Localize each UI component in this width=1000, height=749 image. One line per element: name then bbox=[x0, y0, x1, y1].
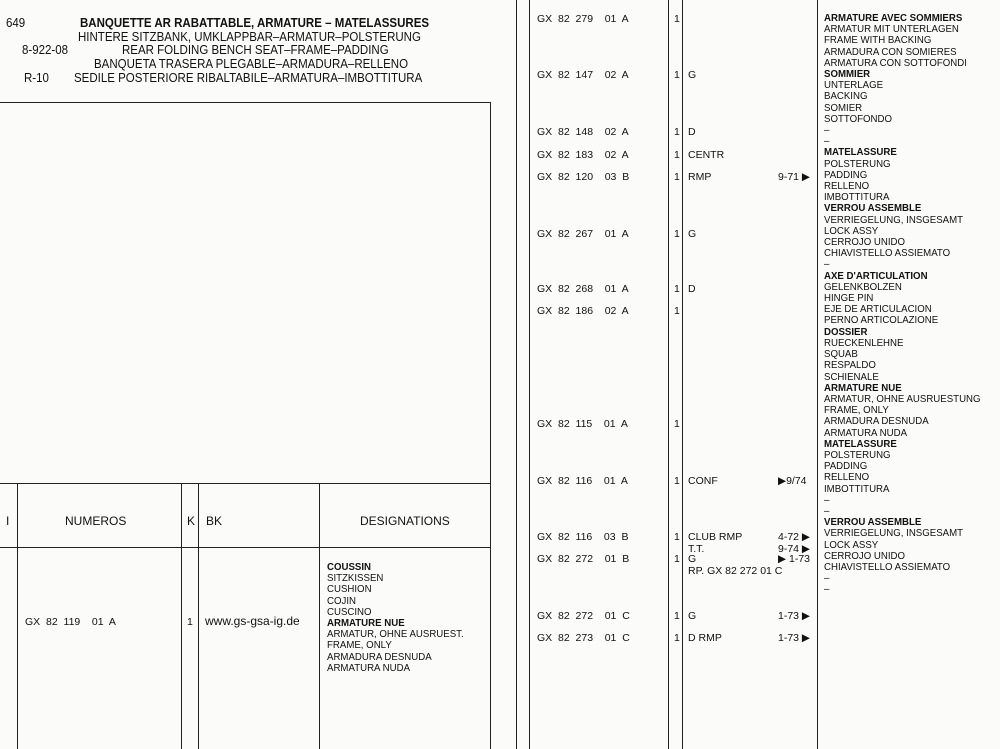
right-designation-line: RELLENO bbox=[824, 180, 870, 193]
right-part-date: 1-73 ▶ bbox=[778, 610, 811, 622]
left-designation-line: ARMATURA NUDA bbox=[327, 661, 411, 674]
right-designation-line: SOTTOFONDO bbox=[824, 112, 892, 125]
right-part-bk: G bbox=[688, 69, 697, 81]
right-part-qty: 1 bbox=[674, 418, 680, 430]
left-designation-line: CUSCINO bbox=[327, 605, 372, 618]
right-designation-line: SOMIER bbox=[824, 101, 863, 114]
right-designation-line: ARMATURE AVEC SOMMIERS bbox=[824, 12, 963, 24]
right-designation-line: RUECKENLEHNE bbox=[824, 336, 904, 349]
right-part-number: GX 82 116 03 B bbox=[537, 531, 629, 543]
right-designation-line: – bbox=[824, 493, 830, 506]
right-part-bk: CENTR bbox=[688, 149, 725, 161]
left-designation-line: FRAME, ONLY bbox=[327, 639, 392, 652]
col-divider-i bbox=[17, 483, 18, 749]
right-designation-line: CERROJO UNIDO bbox=[824, 549, 906, 562]
right-part-qty: 1 bbox=[674, 632, 680, 644]
right-designation-line: EJE DE ARTICULACION bbox=[824, 303, 932, 316]
right-designation-line: FRAME WITH BACKING bbox=[824, 34, 932, 47]
right-designation-line: PERNO ARTICOLAZIONE bbox=[824, 314, 939, 327]
right-designation-line: CERROJO UNIDO bbox=[824, 236, 906, 249]
col-divider-k bbox=[198, 483, 199, 749]
catalog-code: 8-922-08 bbox=[22, 43, 69, 57]
right-part-number: GX 82 267 01 A bbox=[537, 228, 629, 240]
col-divider-numeros bbox=[181, 483, 182, 749]
table-header-top-border bbox=[0, 483, 491, 484]
right-designation-line: SCHIENALE bbox=[824, 370, 879, 383]
col-divider-bk-right bbox=[817, 0, 818, 749]
right-designation-line: ARMADURA DESNUDA bbox=[824, 415, 929, 428]
right-designation-line: – bbox=[824, 135, 830, 148]
right-designation-line: PADDING bbox=[824, 168, 868, 181]
right-designation-line: GELENKBOLZEN bbox=[824, 280, 902, 293]
left-designation-line: ARMATURE NUE bbox=[327, 617, 405, 630]
col-divider-qty-right bbox=[682, 0, 683, 749]
right-part-number: GX 82 273 01 C bbox=[537, 632, 630, 644]
right-part-number: GX 82 186 02 A bbox=[537, 305, 629, 317]
right-part-bk: T.T. bbox=[688, 543, 705, 555]
right-designation-line: CHIAVISTELLO ASSIEMATO bbox=[824, 247, 951, 260]
right-part-date: 4-72 ▶ bbox=[778, 531, 811, 543]
right-part-qty: 1 bbox=[674, 69, 680, 81]
left-designation-line: COJIN bbox=[327, 594, 356, 607]
part-qty: 1 bbox=[187, 616, 193, 628]
right-part-qty: 1 bbox=[674, 531, 680, 543]
right-part-number: GX 82 268 01 A bbox=[537, 283, 629, 295]
right-designation-line: IMBOTTITURA bbox=[824, 482, 890, 495]
right-part-bk: G bbox=[688, 553, 697, 565]
col-divider-bk bbox=[319, 483, 320, 749]
col-header-numeros: NUMEROS bbox=[65, 514, 127, 528]
col-divider-number-right bbox=[668, 0, 669, 749]
right-designation-line: VERRIEGELUNG, INSGESAMT bbox=[824, 213, 964, 226]
right-designation-line: ARMATUR MIT UNTERLAGEN bbox=[824, 23, 959, 36]
right-designation-line: ARMATURA CON SOTTOFONDI bbox=[824, 56, 967, 69]
right-part-date: ▶9/74 bbox=[778, 475, 807, 487]
right-part-bk: G bbox=[688, 610, 697, 622]
right-designation-line: UNTERLAGE bbox=[824, 79, 884, 92]
right-part-qty: 1 bbox=[674, 553, 680, 565]
right-designation-line: RESPALDO bbox=[824, 359, 876, 372]
right-panel-left-border-inner bbox=[529, 0, 530, 749]
right-part-bk: D bbox=[688, 126, 696, 138]
left-panel-right-border bbox=[490, 102, 491, 749]
title-en: REAR FOLDING BENCH SEAT–FRAME–PADDING bbox=[122, 43, 389, 57]
right-part-date: ▶ 1-73 bbox=[778, 553, 811, 565]
right-designation-line: BACKING bbox=[824, 90, 868, 103]
col-header-i: I bbox=[6, 514, 10, 528]
right-part-bk: D bbox=[688, 283, 696, 295]
left-designation-line: CUSHION bbox=[327, 583, 372, 596]
right-part-qty: 1 bbox=[674, 171, 680, 183]
right-designation-line: POLSTERUNG bbox=[824, 157, 891, 170]
title-fr: BANQUETTE AR RABATTABLE, ARMATURE – MATELASSURES bbox=[80, 16, 430, 30]
right-designation-line: – bbox=[824, 583, 830, 596]
right-designation-line: – bbox=[824, 258, 830, 271]
right-designation-line: IMBOTTITURA bbox=[824, 191, 890, 204]
right-part-number: GX 82 116 01 A bbox=[537, 475, 628, 487]
right-part-bk: RP. GX 82 272 01 C bbox=[688, 565, 783, 577]
left-designation-list bbox=[327, 562, 464, 674]
right-part-qty: 1 bbox=[674, 228, 680, 240]
right-designation-line: LOCK ASSY bbox=[824, 538, 879, 551]
right-part-bk: CONF bbox=[688, 475, 718, 487]
right-designation-line: MATELASSURE bbox=[824, 146, 897, 159]
right-designation-line: – bbox=[824, 124, 830, 137]
right-designation-line: FRAME, ONLY bbox=[824, 404, 889, 417]
illustration-area bbox=[0, 103, 490, 483]
right-part-qty: 1 bbox=[674, 305, 680, 317]
right-part-number: GX 82 147 02 A bbox=[537, 69, 629, 81]
right-designation-line: MATELASSURE bbox=[824, 437, 897, 450]
left-designation-line: ARMADURA DESNUDA bbox=[327, 650, 432, 663]
col-header-bk: BK bbox=[206, 514, 223, 528]
right-designation-line: HINGE PIN bbox=[824, 292, 874, 305]
website-link[interactable]: www.gs-gsa-ig.de bbox=[205, 614, 300, 628]
right-designation-line: LOCK ASSY bbox=[824, 224, 879, 237]
right-part-bk: D RMP bbox=[688, 632, 722, 644]
right-designation-line: VERROU ASSEMBLE bbox=[824, 202, 922, 215]
right-part-qty: 1 bbox=[674, 126, 680, 138]
right-part-number: GX 82 279 01 A bbox=[537, 13, 629, 25]
right-designation-line: ARMATUR, OHNE AUSRUESTUNG bbox=[824, 392, 981, 405]
part-number: GX 82 119 01 A bbox=[25, 616, 116, 628]
right-part-number: GX 82 120 03 B bbox=[537, 171, 630, 183]
right-part-bk: CLUB RMP bbox=[688, 531, 743, 543]
left-designation-line: ARMATUR, OHNE AUSRUEST. bbox=[327, 628, 464, 641]
title-it: SEDILE POSTERIORE RIBALTABILE–ARMATURA–IMBOTTITURA bbox=[74, 71, 423, 85]
title-de: HINTERE SITZBANK, UMKLAPPBAR–ARMATUR–POLSTERUNG bbox=[78, 30, 421, 44]
right-part-number: GX 82 272 01 B bbox=[537, 553, 630, 565]
right-designation-line: AXE D'ARTICULATION bbox=[824, 269, 928, 282]
right-part-date: 9-74 ▶ bbox=[778, 543, 811, 555]
right-designation-line: VERRIEGELUNG, INSGESAMT bbox=[824, 527, 964, 540]
right-designation-line: CHIAVISTELLO ASSIEMATO bbox=[824, 560, 951, 573]
table-header-bottom-border bbox=[0, 547, 491, 548]
right-designation-line: ARMADURA CON SOMIERES bbox=[824, 45, 957, 58]
right-designation-line: POLSTERUNG bbox=[824, 448, 891, 461]
model-code: R-10 bbox=[24, 71, 49, 85]
right-part-qty: 1 bbox=[674, 283, 680, 295]
right-part-bk: G bbox=[688, 228, 697, 240]
right-part-number: GX 82 148 02 A bbox=[537, 126, 629, 138]
right-part-qty: 1 bbox=[674, 475, 680, 487]
right-designation-line: RELLENO bbox=[824, 471, 870, 484]
right-part-date: 1-73 ▶ bbox=[778, 632, 811, 644]
right-part-number: GX 82 272 01 C bbox=[537, 610, 630, 622]
right-part-qty: 1 bbox=[674, 13, 680, 25]
right-part-bk: RMP bbox=[688, 171, 712, 183]
right-part-qty: 1 bbox=[674, 149, 680, 161]
right-part-qty: 1 bbox=[674, 610, 680, 622]
right-designation-line: VERROU ASSEMBLE bbox=[824, 516, 922, 529]
col-header-designations: DESIGNATIONS bbox=[360, 514, 450, 528]
right-designation-line: ARMATURE NUE bbox=[824, 381, 902, 394]
right-part-number: GX 82 115 01 A bbox=[537, 418, 628, 430]
right-designation-line: PADDING bbox=[824, 460, 868, 473]
page-number: 649 bbox=[6, 16, 26, 30]
right-part-number: GX 82 183 02 A bbox=[537, 149, 629, 161]
right-designation-line: SQUAB bbox=[824, 348, 858, 361]
right-designation-list bbox=[824, 13, 981, 596]
right-designation-line: – bbox=[824, 572, 830, 585]
right-designation-line: SOMMIER bbox=[824, 68, 871, 81]
right-part-date: 9-71 ▶ bbox=[778, 171, 811, 183]
right-designation-line: ARMATURA NUDA bbox=[824, 426, 908, 439]
right-panel-left-border bbox=[516, 0, 517, 749]
left-designation-line: SITZKISSEN bbox=[327, 572, 384, 585]
right-designation-line: DOSSIER bbox=[824, 325, 868, 338]
title-es: BANQUETA TRASERA PLEGABLE–ARMADURA–RELLENO bbox=[94, 57, 409, 71]
left-designation-line: COUSSIN bbox=[327, 561, 372, 573]
col-header-k: K bbox=[187, 514, 196, 528]
right-designation-line: – bbox=[824, 504, 830, 517]
